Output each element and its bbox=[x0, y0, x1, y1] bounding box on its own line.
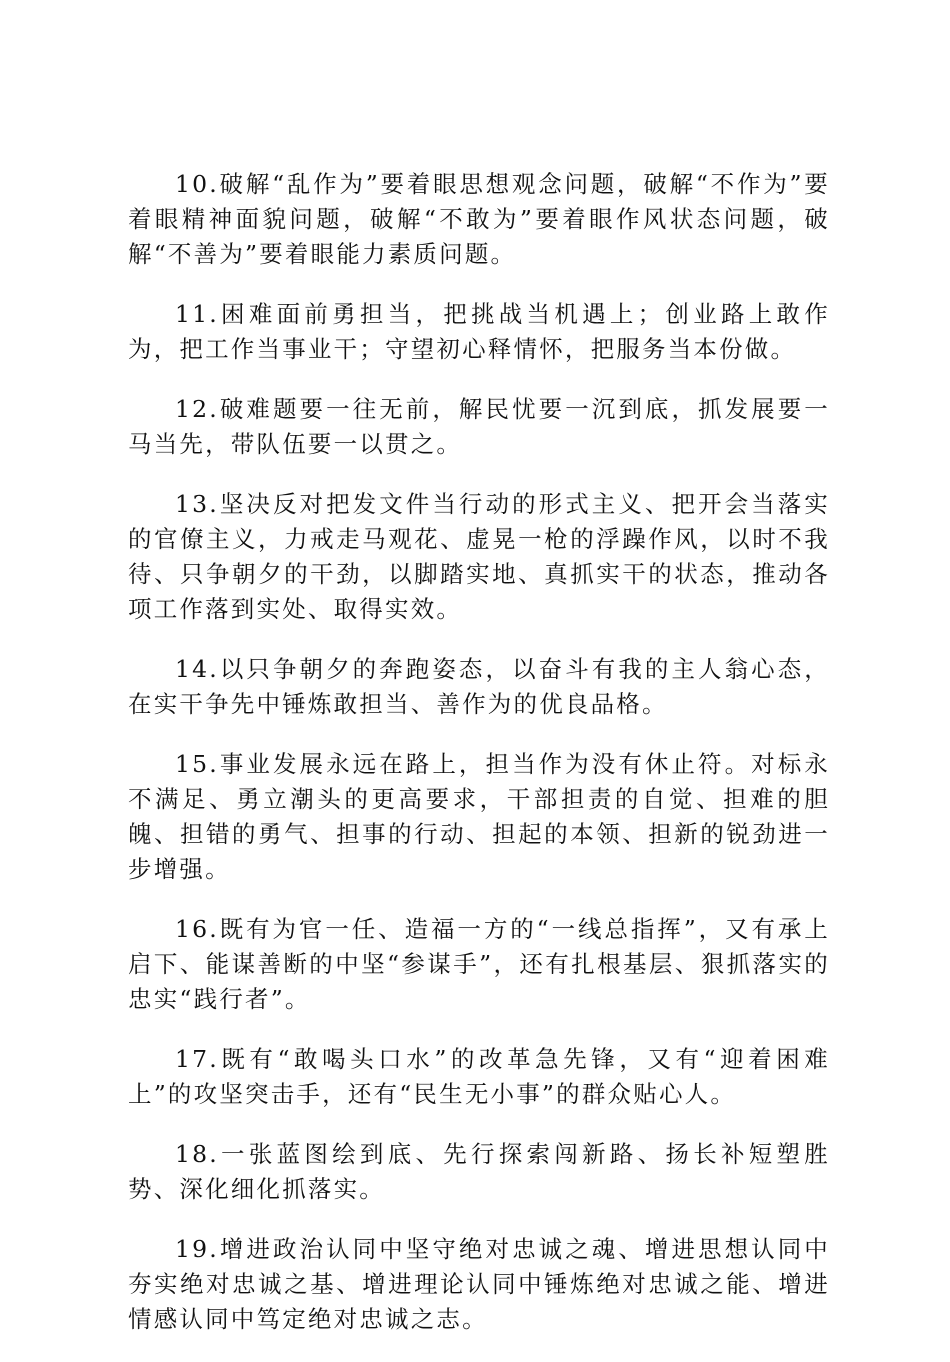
paragraph-15: 15.事业发展永远在路上，担当作为没有休止符。对标永不满足、勇立潮头的更高要求，干部担责的自觉、担难的胆魄、担错的勇气、担事的行动、担起的本领、担新的锐劲进一步增强。 bbox=[128, 750, 830, 883]
paragraph-13: 13.坚决反对把发文件当行动的形式主义、把开会当落实的官僚主义，力戒走马观花、虚晃一枪的浮躁作风，以时不我待、只争朝夕的干劲，以脚踏实地、真抓实干的状态，推动各项工作落到实处、取得实效。 bbox=[128, 490, 830, 623]
document-body bbox=[128, 167, 830, 1362]
paragraph-12: 12.破难题要一往无前，解民忧要一沉到底，抓发展要一马当先，带队伍要一以贯之。 bbox=[128, 395, 830, 458]
paragraph-11: 11.困难面前勇担当，把挑战当机遇上；创业路上敢作为，把工作当事业干；守望初心释情怀，把服务当本份做。 bbox=[128, 300, 830, 363]
paragraph-10: 10.破解“乱作为”要着眼思想观念问题，破解“不作为”要着眼精神面貌问题，破解“不敢为”要着眼作风状态问题，破解“不善为”要着眼能力素质问题。 bbox=[128, 170, 830, 268]
paragraph-16: 16.既有为官一任、造福一方的“一线总指挥”，又有承上启下、能谋善断的中坚“参谋手”，还有扎根基层、狠抓落实的忠实“践行者”。 bbox=[128, 915, 830, 1013]
paragraph-19: 19.增进政治认同中坚守绝对忠诚之魂、增进思想认同中夯实绝对忠诚之基、增进理论认同中锤炼绝对忠诚之能、增进情感认同中笃定绝对忠诚之志。 bbox=[128, 1235, 830, 1333]
paragraph-14: 14.以只争朝夕的奔跑姿态，以奋斗有我的主人翁心态，在实干争先中锤炼敢担当、善作为的优良品格。 bbox=[128, 655, 830, 718]
paragraph-17: 17.既有“敢喝头口水”的改革急先锋，又有“迎着困难上”的攻坚突击手，还有“民生无小事”的群众贴心人。 bbox=[128, 1045, 830, 1108]
paragraph-18: 18.一张蓝图绘到底、先行探索闯新路、扬长补短塑胜势、深化细化抓落实。 bbox=[128, 1140, 830, 1203]
